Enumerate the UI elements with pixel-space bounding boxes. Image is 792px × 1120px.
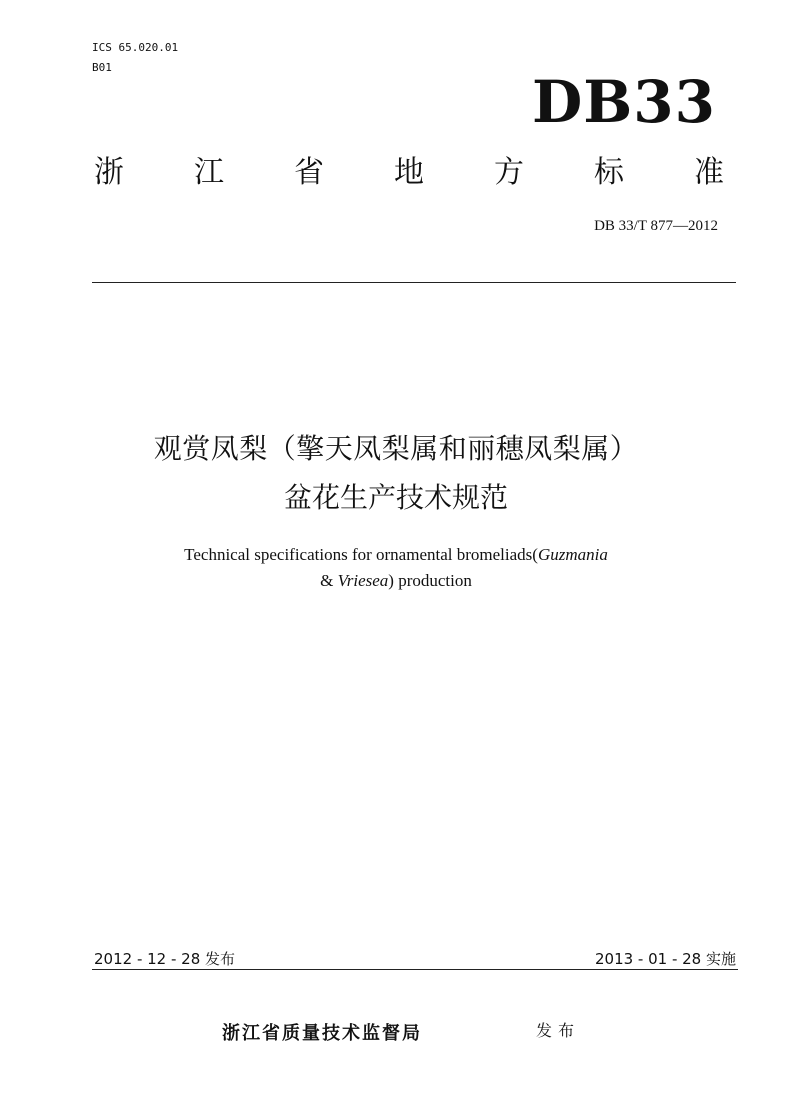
publish-date: 2012 - 12 - 28 发布 xyxy=(94,950,236,968)
standard-type-char: 准 xyxy=(694,155,724,190)
footer-divider xyxy=(92,969,738,970)
standard-type-char: 方 xyxy=(494,155,524,190)
implement-date: 2013 - 01 - 28 实施 xyxy=(594,950,736,968)
standard-type-char: 江 xyxy=(194,155,224,190)
classification-code: B01 xyxy=(92,61,112,74)
standard-type-char: 地 xyxy=(394,155,424,190)
issuing-authority: 浙江省质量技术监督局 xyxy=(222,1023,422,1044)
db-logo: DB33 xyxy=(531,68,716,136)
title-en-genus-vriesea: Vriesea xyxy=(337,571,389,590)
title-en-line1 xyxy=(0,542,792,568)
title-en xyxy=(0,542,792,594)
standard-number: DB 33/T 877—2012 xyxy=(594,218,718,234)
standard-type-char: 浙 xyxy=(94,155,124,190)
standard-type-char: 标 xyxy=(594,155,624,190)
header-divider xyxy=(92,282,736,283)
title-en-genus-guzmania: Guzmania xyxy=(537,545,608,564)
title-en-ampersand: & xyxy=(320,571,338,590)
ics-code: ICS 65.020.01 xyxy=(92,41,179,54)
title-zh-line1: 观赏凤梨（擎天凤梨属和丽穗凤梨属） xyxy=(153,432,639,465)
issue-word: 发布 xyxy=(536,1021,581,1040)
standard-type-heading xyxy=(94,152,724,194)
title-en-line1-text: Technical specifications for ornamental bromeliads( xyxy=(184,545,538,564)
title-en-line2-text: ) production xyxy=(388,571,472,590)
title-en-line2 xyxy=(0,568,792,594)
title-zh-line2: 盆花生产技术规范 xyxy=(283,481,508,514)
standard-type-char: 省 xyxy=(294,155,324,190)
